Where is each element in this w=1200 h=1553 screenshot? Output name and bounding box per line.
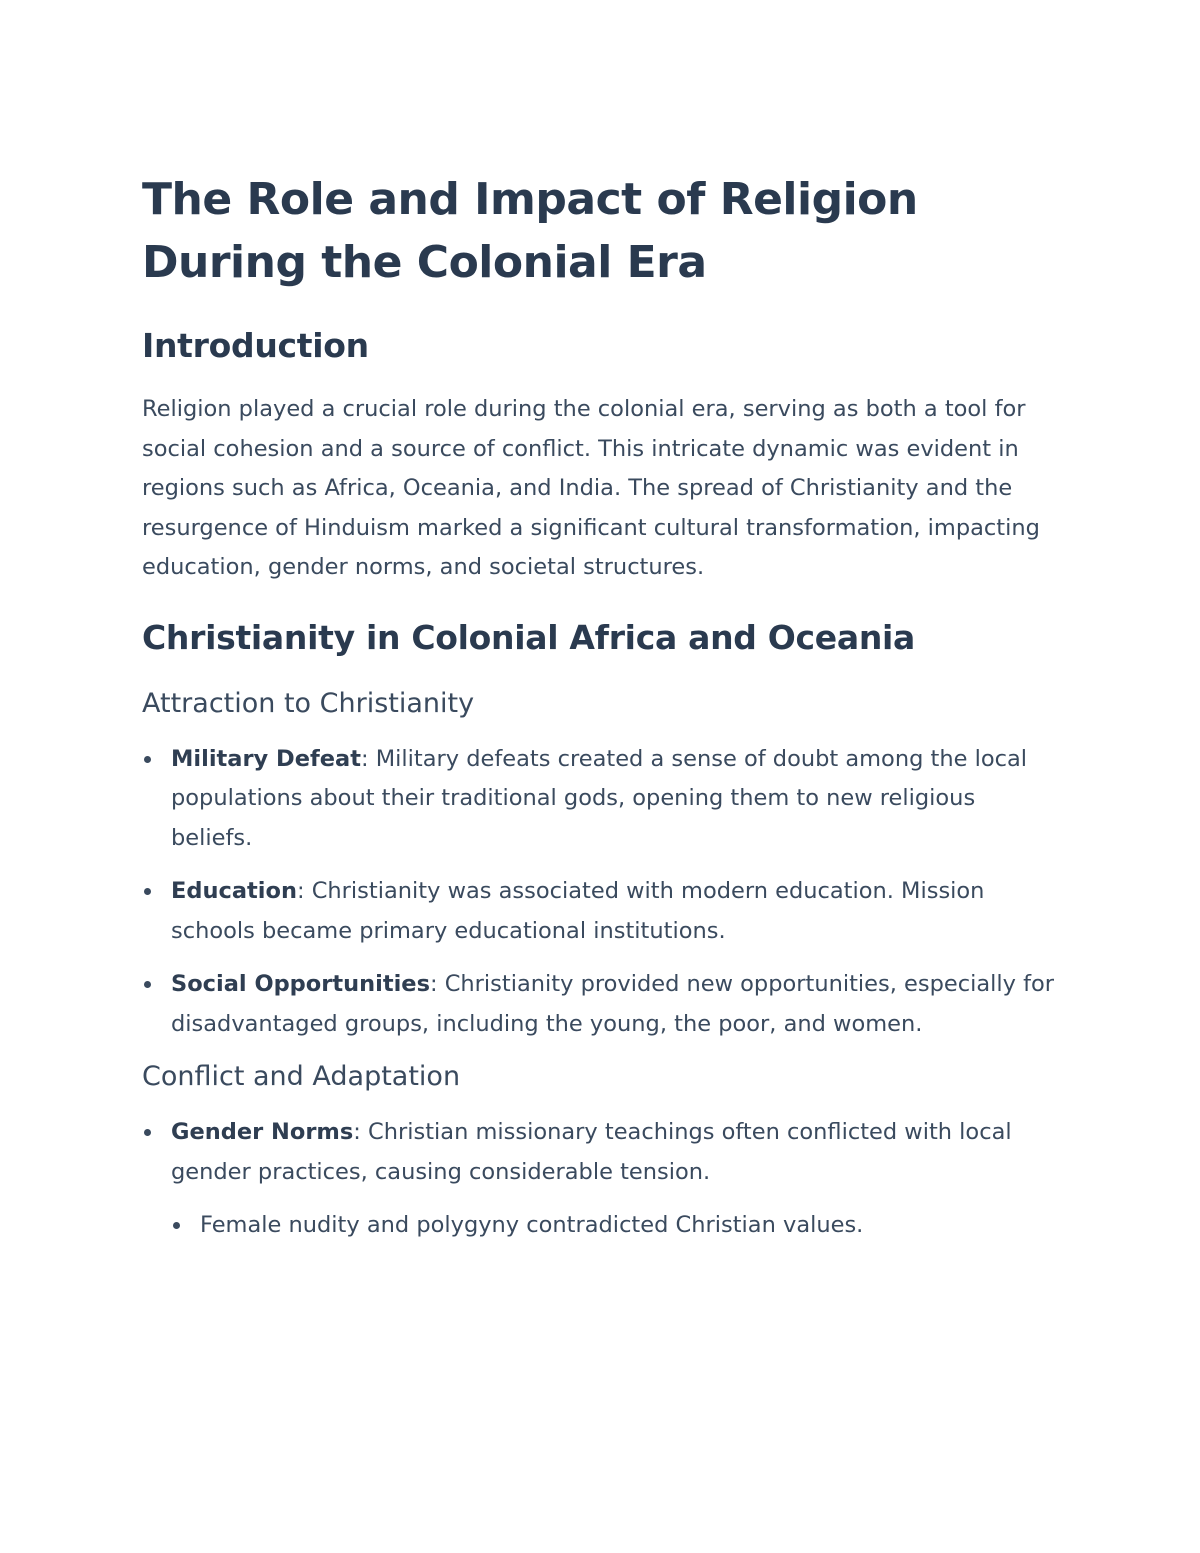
list-item-term: Gender Norms <box>171 1119 354 1145</box>
list-item-gender-norms <box>142 1113 1062 1246</box>
list-item-text: Christianity provided new opportunities, especially for disadvantaged groups, including the young, the poor, and women. <box>171 971 1055 1037</box>
list-item-separator: : <box>361 745 369 772</box>
list-item-separator: : <box>429 971 438 997</box>
list-item-text: Military defeats created a sense of doubt among the local populations about their traditional gods, opening them to new religious beliefs. <box>171 745 1028 851</box>
attraction-list <box>142 740 1062 1045</box>
list-item-separator: : <box>353 1119 361 1145</box>
conflict-list <box>142 1113 1062 1246</box>
introduction-heading: Introduction <box>142 326 369 365</box>
page-title: The Role and Impact of Religion During the Colonial Era <box>142 174 918 288</box>
list-item-social-opportunities <box>142 965 1062 1044</box>
introduction-paragraph: Religion played a crucial role during the colonial era, serving as both a tool for social cohesion and a source of conflict. This intricate dynamic was evident in regions such as Africa, Oceania, and India. The spread of Christianity and the resurgence of Hinduism marked a significant cultural transformation, impacting education, gender norms, and societal structures. <box>142 396 1040 580</box>
list-item-term: Education <box>171 878 297 904</box>
section-heading-christianity: Christianity in Colonial Africa and Oceania <box>142 617 916 657</box>
list-item-military-defeat <box>142 740 1062 859</box>
list-item-education <box>142 872 1062 951</box>
list-item-text: Christian missionary teachings often conflicted with local gender practices, causing considerable tension. <box>171 1119 1012 1185</box>
subheading-attraction: Attraction to Christianity <box>142 687 475 719</box>
list-item-term: Military Defeat <box>171 745 361 772</box>
subheading-conflict: Conflict and Adaptation <box>142 1061 461 1092</box>
document-page <box>142 168 1062 1260</box>
list-item-text: Christianity was associated with modern education. Mission schools became primary educational institutions. <box>171 878 985 944</box>
nested-list <box>171 1206 1062 1246</box>
list-item-term: Social Opportunities <box>171 971 430 997</box>
list-item-separator: : <box>296 878 305 904</box>
nested-list-item: Female nudity and polygyny contradicted Christian values. <box>171 1206 1062 1246</box>
